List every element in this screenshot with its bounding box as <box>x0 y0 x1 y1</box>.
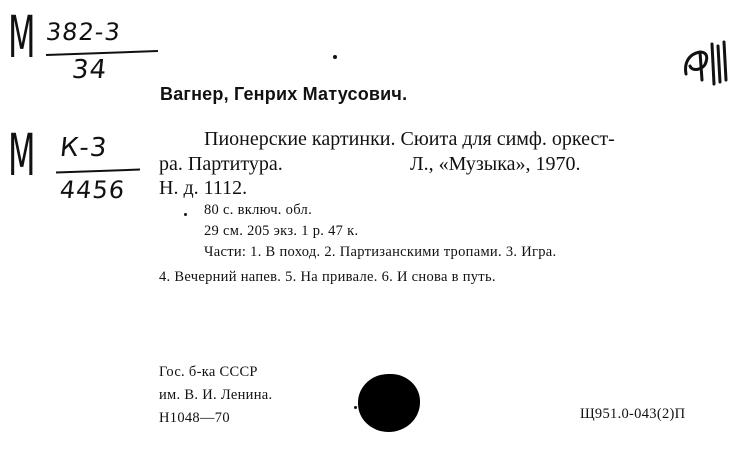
parts-line-1: Части: 1. В поход. 2. Партизанскими тропами. 3. Игра. <box>204 244 557 260</box>
parts-line-2: 4. Вечерний напев. 5. На привале. 6. И снова в путь. <box>159 269 496 285</box>
pages-info: 80 с. включ. обл. <box>204 202 312 218</box>
handwritten-subnumber-bottom: 4456 <box>58 176 127 204</box>
library-stamp-mark <box>676 26 728 100</box>
speck-3 <box>354 406 357 409</box>
handwritten-call-number-top: 382-3 <box>44 18 123 46</box>
size-print-price: 29 см. 205 экз. 1 р. 47 к. <box>204 223 359 239</box>
author-name: Вагнер, Генрих Матусович. <box>160 84 408 104</box>
card-punch-hole <box>358 374 420 432</box>
speck-1 <box>333 55 337 59</box>
publication-info: Л., «Музыка», 1970. <box>410 153 581 175</box>
library-code: Н1048—70 <box>159 410 230 426</box>
handwritten-letter-m-bottom: М <box>8 121 37 189</box>
speck-2 <box>184 213 187 216</box>
title-line-2: ра. Партитура. <box>159 153 283 175</box>
handwritten-subnumber-top: 34 <box>70 55 109 85</box>
catalog-code: Щ951.0-043(2)П <box>580 406 686 422</box>
handwritten-letter-m-top: М <box>8 3 37 71</box>
library-name-line-1: Гос. б-ка СССР <box>159 364 258 380</box>
library-name-line-2: им. В. И. Ленина. <box>159 387 273 403</box>
handwritten-call-number-bottom: К-3 <box>58 133 109 163</box>
publisher-number: Н. д. 1112. <box>159 177 248 199</box>
title-line-1: Пионерские картинки. Сюита для симф. оркест- <box>204 128 615 150</box>
handwritten-rule-bottom <box>56 169 140 174</box>
